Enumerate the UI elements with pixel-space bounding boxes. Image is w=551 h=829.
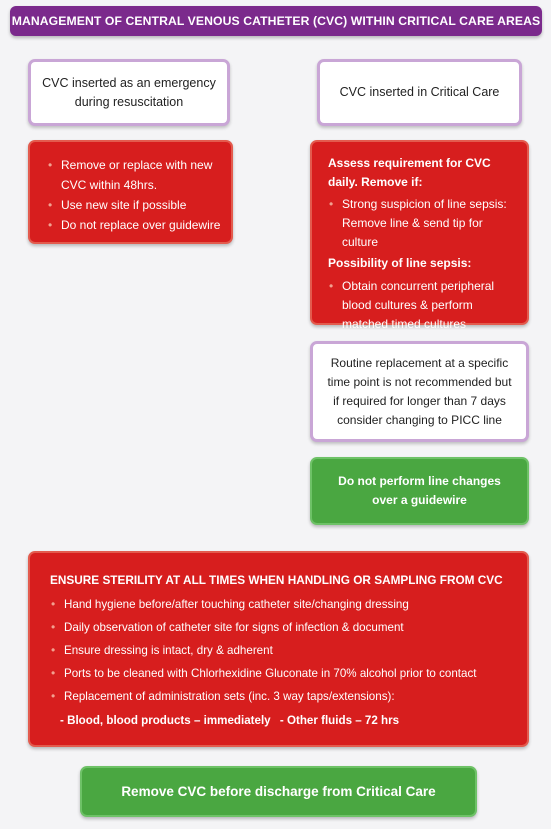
- no-guidewire-change-text: Do not perform line changes over a guidewire: [338, 474, 501, 507]
- list-item: • Ensure dressing is intact, dry & adherent: [50, 639, 517, 662]
- list-item: • Replacement of administration sets (inc. 3 way taps/extensions):: [50, 685, 517, 708]
- page-title: MANAGEMENT OF CENTRAL VENOUS CATHETER (CVC) WITHIN CRITICAL CARE AREAS: [10, 6, 542, 36]
- sterility-list: [50, 593, 517, 708]
- assess-heading: Assess requirement for CVC daily. Remove if:: [328, 156, 491, 189]
- list-item: • Obtain concurrent peripheral blood cultures & perform matched timed cultures: [328, 277, 517, 334]
- list-item: • Do not replace over guidewire: [47, 215, 221, 235]
- sepsis-list: [328, 277, 517, 334]
- other-fluids-note: - Other fluids – 72 hrs: [279, 714, 400, 727]
- assess-requirement-box: [310, 140, 529, 331]
- assess-list: [328, 195, 517, 252]
- emergency-cvc-title: CVC inserted as an emergency during resuscitation: [42, 75, 216, 109]
- emergency-actions-list: [47, 155, 221, 235]
- list-item: • Daily observation of catheter site for signs of infection & document: [50, 616, 517, 639]
- list-item: • Remove or replace with new CVC within 48hrs.: [47, 155, 221, 195]
- discharge-text: Remove CVC before discharge from Critical Care: [121, 784, 436, 799]
- sterility-heading: ENSURE STERILITY AT ALL TIMES WHEN HANDLING OR SAMPLING FROM CVC: [50, 573, 503, 587]
- critical-care-cvc-title: CVC inserted in Critical Care: [339, 85, 500, 99]
- sterility-box: [28, 551, 529, 747]
- routine-replacement-box: [310, 341, 529, 442]
- critical-care-cvc-box: [317, 59, 522, 126]
- routine-replacement-text: Routine replacement at a specific time point is not recommended but if required for longer than 7 days consider changing to PICC line: [327, 355, 512, 427]
- list-item: • Ports to be cleaned with Chlorhexidine Gluconate in 70% alcohol prior to contact: [50, 662, 517, 685]
- no-guidewire-change-box: [310, 457, 529, 525]
- blood-products-note: - Blood, blood products – immediately: [60, 714, 271, 727]
- list-item: • Hand hygiene before/after touching catheter site/changing dressing: [50, 593, 517, 616]
- sterility-sublist: [50, 709, 517, 732]
- list-item: • Use new site if possible: [47, 195, 221, 215]
- emergency-actions-box: [28, 140, 233, 244]
- emergency-cvc-box: [28, 59, 230, 126]
- sepsis-heading: Possibility of line sepsis:: [328, 256, 472, 270]
- discharge-box: [80, 766, 477, 817]
- list-item: • Strong suspicion of line sepsis: Remove line & send tip for culture: [328, 195, 517, 252]
